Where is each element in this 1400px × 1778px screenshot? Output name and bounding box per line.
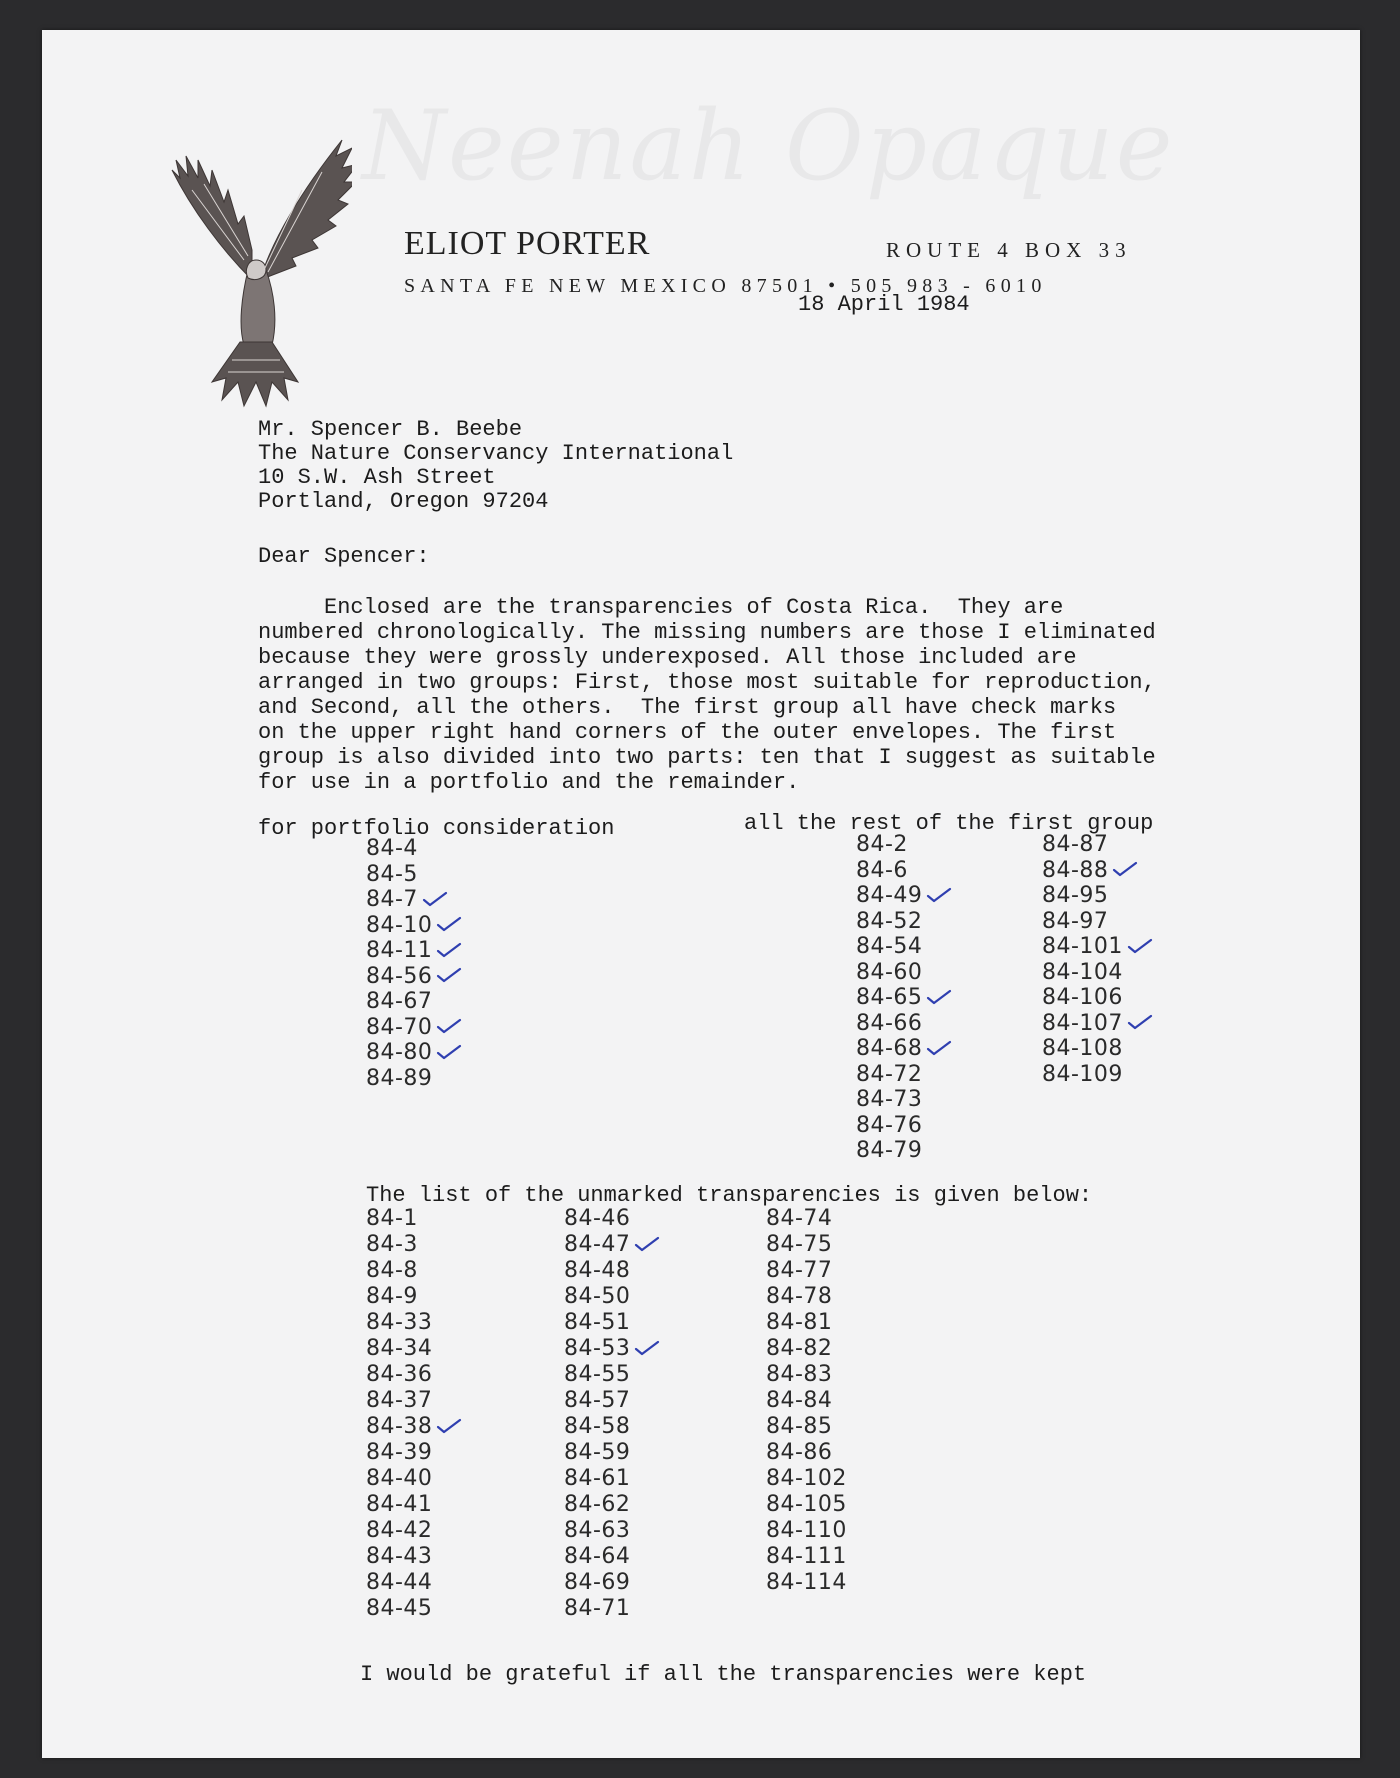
transparency-number xyxy=(856,1062,950,1088)
transparency-number xyxy=(856,1113,950,1139)
transparency-label: 84-95 xyxy=(1042,883,1109,908)
letterhead-name: ELIOT PORTER xyxy=(404,225,651,262)
transparency-number xyxy=(366,862,460,888)
transparency-number xyxy=(766,1258,847,1284)
transparency-number xyxy=(856,1036,950,1062)
transparency-label: 84-5 xyxy=(366,861,418,887)
transparency-label: 84-108 xyxy=(1042,1036,1123,1061)
transparency-number xyxy=(564,1336,658,1362)
transparency-label: 84-79 xyxy=(856,1138,923,1163)
transparency-number xyxy=(1042,985,1151,1011)
transparency-number xyxy=(1042,883,1151,909)
transparency-number xyxy=(856,1087,950,1113)
check-mark-icon xyxy=(1112,863,1136,881)
check-mark-icon xyxy=(634,1342,658,1360)
paragraph-line: Enclosed are the transparencies of Costa Rica. They are xyxy=(258,595,1064,620)
transparency-label: 84-74 xyxy=(766,1206,833,1231)
transparency-label: 84-36 xyxy=(366,1362,433,1387)
transparency-number xyxy=(766,1310,847,1336)
transparency-number xyxy=(366,1310,460,1336)
transparency-label: 84-104 xyxy=(1042,959,1123,985)
transparency-number xyxy=(766,1388,847,1414)
portfolio-list xyxy=(366,836,460,1091)
check-mark-icon xyxy=(926,889,950,907)
transparency-label: 84-111 xyxy=(766,1544,847,1569)
check-mark-icon xyxy=(422,893,446,911)
transparency-label: 84-64 xyxy=(564,1544,631,1569)
transparency-number xyxy=(766,1570,847,1596)
transparency-number xyxy=(366,887,460,913)
unmarked-list-3 xyxy=(766,1206,847,1596)
transparency-label: 84-38 xyxy=(366,1414,433,1439)
paragraph-line: numbered chronologically. The missing numbers are those I eliminated xyxy=(258,620,1156,645)
transparency-number xyxy=(366,1570,460,1596)
transparency-label: 84-53 xyxy=(564,1336,631,1361)
transparency-number xyxy=(564,1206,658,1232)
transparency-label: 84-60 xyxy=(856,959,923,985)
transparency-number xyxy=(766,1232,847,1258)
transparency-number xyxy=(564,1466,658,1492)
transparency-number xyxy=(856,1138,950,1164)
transparency-number xyxy=(564,1284,658,1310)
transparency-number xyxy=(856,960,950,986)
transparency-number xyxy=(564,1414,658,1440)
transparency-label: 84-6 xyxy=(856,857,908,883)
transparency-number xyxy=(856,832,950,858)
transparency-number xyxy=(366,913,460,939)
transparency-number xyxy=(564,1232,658,1258)
transparency-label: 84-47 xyxy=(564,1232,631,1257)
transparency-number xyxy=(366,1596,460,1622)
transparency-number xyxy=(1042,832,1151,858)
transparency-number xyxy=(366,989,460,1015)
closing-line: I would be grateful if all the transparencies were kept xyxy=(360,1662,1087,1687)
transparency-label: 84-42 xyxy=(366,1518,433,1543)
transparency-number xyxy=(564,1544,658,1570)
transparency-label: 84-4 xyxy=(366,836,418,861)
transparency-number xyxy=(564,1258,658,1284)
transparency-label: 84-75 xyxy=(766,1232,833,1257)
check-mark-icon xyxy=(1127,940,1151,958)
transparency-label: 84-59 xyxy=(564,1440,631,1465)
transparency-label: 84-76 xyxy=(856,1112,923,1138)
transparency-number xyxy=(856,909,950,935)
transparency-number xyxy=(1042,1036,1151,1062)
paragraph-line: because they were grossly underexposed. All those included are xyxy=(258,645,1077,670)
transparency-number xyxy=(564,1492,658,1518)
transparency-number xyxy=(766,1544,847,1570)
check-mark-icon xyxy=(436,969,460,987)
transparency-label: 84-109 xyxy=(1042,1061,1123,1087)
transparency-number xyxy=(366,1414,460,1440)
transparency-number xyxy=(564,1388,658,1414)
portfolio-heading: for portfolio consideration xyxy=(258,816,615,841)
transparency-number xyxy=(366,1284,460,1310)
transparency-number xyxy=(1042,1062,1151,1088)
transparency-label: 84-110 xyxy=(766,1518,847,1543)
transparency-label: 84-77 xyxy=(766,1258,833,1283)
transparency-number xyxy=(856,985,950,1011)
transparency-label: 84-88 xyxy=(1042,857,1109,883)
transparency-number xyxy=(366,1518,460,1544)
transparency-label: 84-50 xyxy=(564,1284,631,1309)
paper-watermark xyxy=(362,90,1175,202)
transparency-number xyxy=(366,964,460,990)
transparency-label: 84-39 xyxy=(366,1440,433,1465)
check-mark-icon xyxy=(926,1042,950,1060)
transparency-label: 84-85 xyxy=(766,1414,833,1439)
paragraph-line: for use in a portfolio and the remainder. xyxy=(258,770,800,795)
transparency-number xyxy=(766,1466,847,1492)
transparency-label: 84-57 xyxy=(564,1388,631,1413)
unmarked-heading: The list of the unmarked transparencies is given below: xyxy=(366,1183,1093,1208)
transparency-number xyxy=(366,1440,460,1466)
transparency-label: 84-71 xyxy=(564,1596,631,1621)
recipient-line: Mr. Spencer B. Beebe xyxy=(258,417,523,442)
recipient-line: The Nature Conservancy International xyxy=(258,441,734,466)
transparency-label: 84-8 xyxy=(366,1258,418,1283)
transparency-number xyxy=(766,1336,847,1362)
transparency-label: 84-40 xyxy=(366,1466,433,1491)
paragraph-line: arranged in two groups: First, those most suitable for reproduction, xyxy=(258,670,1156,695)
transparency-label: 84-52 xyxy=(856,908,923,934)
transparency-number xyxy=(366,1544,460,1570)
transparency-label: 84-102 xyxy=(766,1466,847,1491)
rest-heading: all the rest of the first group xyxy=(744,811,1154,836)
rest-list-a xyxy=(856,832,950,1164)
transparency-label: 84-37 xyxy=(366,1388,433,1413)
transparency-label: 84-105 xyxy=(766,1492,847,1517)
transparency-number xyxy=(766,1492,847,1518)
transparency-number xyxy=(366,1466,460,1492)
transparency-label: 84-7 xyxy=(366,887,418,912)
transparency-number xyxy=(366,1492,460,1518)
paragraph-line: group is also divided into two parts: ten that I suggest as suitable xyxy=(258,745,1156,770)
transparency-number xyxy=(564,1440,658,1466)
transparency-number xyxy=(856,883,950,909)
transparency-label: 84-89 xyxy=(366,1065,433,1091)
transparency-label: 84-69 xyxy=(564,1570,631,1595)
transparency-label: 84-83 xyxy=(766,1362,833,1387)
transparency-label: 84-72 xyxy=(856,1061,923,1087)
transparency-number xyxy=(366,836,460,862)
transparency-label: 84-48 xyxy=(564,1258,631,1283)
transparency-number xyxy=(1042,909,1151,935)
transparency-label: 84-46 xyxy=(564,1206,631,1231)
transparency-label: 84-78 xyxy=(766,1284,833,1309)
transparency-number xyxy=(564,1362,658,1388)
transparency-label: 84-34 xyxy=(366,1336,433,1361)
transparency-number xyxy=(564,1570,658,1596)
transparency-label: 84-58 xyxy=(564,1414,631,1439)
transparency-label: 84-62 xyxy=(564,1492,631,1517)
transparency-label: 84-43 xyxy=(366,1544,433,1569)
transparency-number xyxy=(766,1518,847,1544)
recipient-line: 10 S.W. Ash Street xyxy=(258,465,496,490)
recipient-address xyxy=(258,418,733,514)
transparency-label: 84-80 xyxy=(366,1040,433,1065)
transparency-number xyxy=(564,1596,658,1622)
transparency-label: 84-11 xyxy=(366,938,433,963)
salutation: Dear Spencer: xyxy=(258,544,430,569)
transparency-label: 84-54 xyxy=(856,934,923,959)
transparency-label: 84-68 xyxy=(856,1036,923,1061)
transparency-number xyxy=(766,1284,847,1310)
transparency-label: 84-9 xyxy=(366,1284,418,1309)
transparency-label: 84-44 xyxy=(366,1570,433,1595)
letter-date: 18 April 1984 xyxy=(798,292,970,317)
osprey-logo-icon xyxy=(152,120,352,410)
rest-list-b xyxy=(1042,832,1151,1087)
transparency-label: 84-66 xyxy=(856,1010,923,1036)
transparency-number xyxy=(366,1206,460,1232)
check-mark-icon xyxy=(436,1020,460,1038)
transparency-label: 84-55 xyxy=(564,1362,631,1387)
letterhead-city-phone: SANTA FE NEW MEXICO 87501 • 505 983 - 6010 xyxy=(404,275,1047,297)
transparency-number xyxy=(766,1206,847,1232)
transparency-number xyxy=(766,1414,847,1440)
transparency-number xyxy=(856,858,950,884)
transparency-number xyxy=(564,1518,658,1544)
transparency-number xyxy=(366,1232,460,1258)
transparency-label: 84-87 xyxy=(1042,832,1109,857)
transparency-label: 84-45 xyxy=(366,1596,433,1621)
transparency-number xyxy=(366,1040,460,1066)
transparency-number xyxy=(366,1258,460,1284)
transparency-number xyxy=(1042,934,1151,960)
recipient-line: Portland, Oregon 97204 xyxy=(258,489,549,514)
check-mark-icon xyxy=(436,918,460,936)
transparency-label: 84-107 xyxy=(1042,1010,1123,1036)
transparency-label: 84-82 xyxy=(766,1336,833,1361)
letterhead-route: ROUTE 4 BOX 33 xyxy=(886,238,1132,262)
transparency-label: 84-41 xyxy=(366,1492,433,1517)
transparency-label: 84-33 xyxy=(366,1310,433,1335)
transparency-label: 84-56 xyxy=(366,963,433,989)
transparency-label: 84-61 xyxy=(564,1466,631,1491)
transparency-number xyxy=(856,934,950,960)
transparency-number xyxy=(766,1362,847,1388)
transparency-label: 84-84 xyxy=(766,1388,833,1413)
transparency-label: 84-10 xyxy=(366,912,433,938)
transparency-number xyxy=(366,1066,460,1092)
letter-page xyxy=(42,30,1360,1758)
check-mark-icon xyxy=(436,1046,460,1064)
transparency-label: 84-101 xyxy=(1042,934,1123,959)
transparency-number xyxy=(1042,1011,1151,1037)
transparency-label: 84-67 xyxy=(366,989,433,1014)
unmarked-list-2 xyxy=(564,1206,658,1622)
transparency-label: 84-3 xyxy=(366,1232,418,1257)
transparency-label: 84-70 xyxy=(366,1014,433,1040)
paragraph-line: and Second, all the others. The first group all have check marks xyxy=(258,695,1117,720)
transparency-label: 84-81 xyxy=(766,1310,833,1335)
transparency-label: 84-63 xyxy=(564,1518,631,1543)
transparency-number xyxy=(564,1310,658,1336)
transparency-label: 84-51 xyxy=(564,1310,631,1335)
transparency-label: 84-73 xyxy=(856,1087,923,1112)
transparency-number xyxy=(366,1336,460,1362)
transparency-number xyxy=(366,938,460,964)
check-mark-icon xyxy=(926,991,950,1009)
transparency-label: 84-65 xyxy=(856,985,923,1010)
transparency-label: 84-1 xyxy=(366,1206,418,1231)
check-mark-icon xyxy=(634,1238,658,1256)
check-mark-icon xyxy=(436,944,460,962)
transparency-number xyxy=(366,1388,460,1414)
check-mark-icon xyxy=(1127,1016,1151,1034)
paragraph-line: on the upper right hand corners of the outer envelopes. The first xyxy=(258,720,1117,745)
transparency-number xyxy=(366,1015,460,1041)
transparency-label: 84-114 xyxy=(766,1570,847,1595)
transparency-number xyxy=(856,1011,950,1037)
transparency-number xyxy=(366,1362,460,1388)
transparency-label: 84-86 xyxy=(766,1440,833,1465)
body-paragraph xyxy=(258,595,1156,795)
transparency-label: 84-2 xyxy=(856,832,908,857)
transparency-number xyxy=(1042,858,1151,884)
check-mark-icon xyxy=(436,1420,460,1438)
transparency-label: 84-97 xyxy=(1042,908,1109,934)
transparency-number xyxy=(766,1440,847,1466)
transparency-label: 84-106 xyxy=(1042,985,1123,1010)
transparency-number xyxy=(1042,960,1151,986)
unmarked-list-1 xyxy=(366,1206,460,1622)
transparency-label: 84-49 xyxy=(856,883,923,908)
